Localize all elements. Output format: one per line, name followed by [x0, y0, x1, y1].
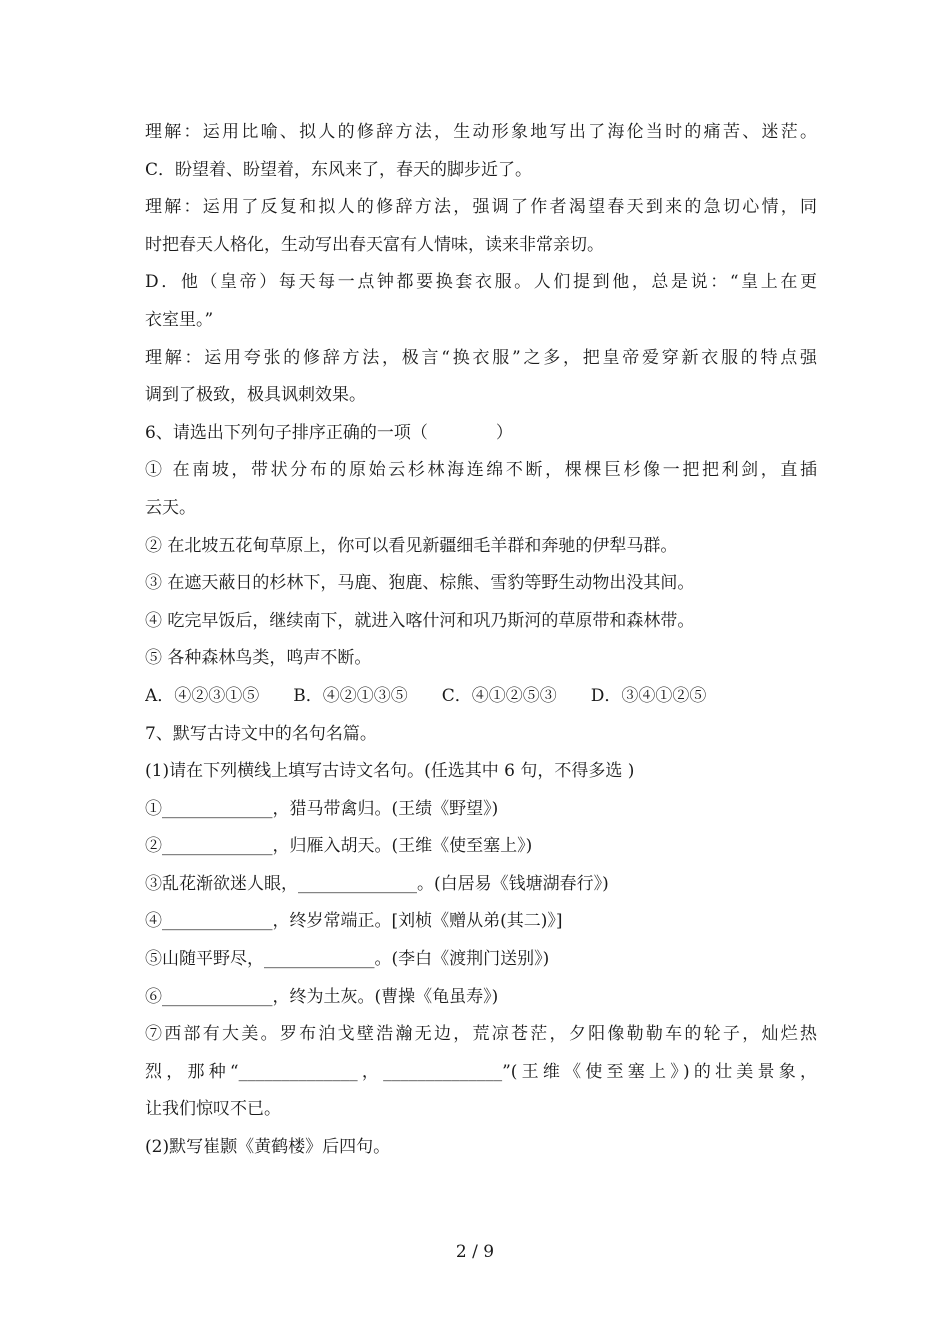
text-line: D．他（皇帝）每天每一点钟都要换套衣服。人们提到他，总是说：“皇上在更 — [145, 272, 817, 293]
text-line: ⑤ 各种森林鸟类，鸣声不断。 — [145, 648, 372, 669]
text-line: ③ 在遮天蔽日的杉林下，马鹿、狍鹿、棕熊、雪豹等野生动物出没其间。 — [145, 573, 695, 594]
text-line: (1)请在下列横线上填写古诗文名句。(任选其中 6 句，不得多选 ) — [145, 761, 635, 782]
fill-blank-line: ④_____________，终岁常端正。[刘桢《赠从弟(其二)》] — [145, 911, 563, 932]
text-line: ⑦西部有大美。罗布泊戈壁浩瀚无边，荒凉苍茫，夕阳像勒勒车的轮子，灿烂热 — [145, 1024, 817, 1045]
text-line: 让我们惊叹不已。 — [145, 1099, 281, 1120]
fill-blank-line: ③乱花渐欲迷人眼，______________。(白居易《钱塘湖春行》) — [145, 873, 609, 894]
answer-options: A．④②③①⑤ B．④②①③⑤ C．④①②⑤③ D．③④①②⑤ — [145, 685, 707, 706]
text-line: C．盼望着、盼望着，东风来了，春天的脚步近了。 — [145, 159, 533, 180]
fill-blank-line: ⑤山随平野尽，_____________。(李白《渡荆门送别》) — [145, 949, 550, 970]
fill-blank-line: ①_____________，猎马带禽归。(王绩《野望》) — [145, 798, 499, 819]
text-line: 调到了极致，极具讽刺效果。 — [145, 385, 366, 406]
text-line: 理解：运用了反复和拟人的修辞方法，强调了作者渴望春天到来的急切心情，同 — [145, 197, 817, 218]
text-line: ① 在南坡，带状分布的原始云杉林海连绵不断，棵棵巨杉像一把把利剑，直插 — [145, 460, 817, 481]
text-line: 衣室里。” — [145, 309, 214, 330]
page-number: 2 / 9 — [455, 1242, 495, 1262]
question-7-heading: 7、默写古诗文中的名句名篇。 — [145, 723, 377, 744]
text-line: ④ 吃完早饭后，继续南下，就进入喀什河和巩乃斯河的草原带和森林带。 — [145, 610, 695, 631]
text-line: ② 在北坡五花甸草原上，你可以看见新疆细毛羊群和奔驰的伊犁马群。 — [145, 535, 678, 556]
page-body — [145, 114, 817, 1167]
question-6-heading: 6、请选出下列句子排序正确的一项（ ） — [145, 422, 513, 443]
text-line: 理解：运用比喻、拟人的修辞方法，生动形象地写出了海伦当时的痛苦、迷茫。 — [145, 122, 817, 142]
text-line: 云天。 — [145, 497, 196, 518]
fill-blank-line: ⑥_____________，终为土灰。(曹操《龟虽寿》) — [145, 986, 499, 1007]
text-line: 时把春天人格化，生动写出春天富有人情味，读来非常亲切。 — [145, 234, 604, 255]
fill-blank-line: ②_____________，归雁入胡天。(王维《使至塞上》) — [145, 836, 533, 857]
fill-blank-line: 烈，那种“______________，______________”(王维《使至塞上》)的壮美景象， — [145, 1061, 817, 1082]
text-line: (2)默写崔颢《黄鹤楼》后四句。 — [145, 1137, 391, 1158]
text-line: 理解：运用夸张的修辞方法，极言“换衣服”之多，把皇帝爱穿新衣服的特点强 — [145, 347, 817, 368]
